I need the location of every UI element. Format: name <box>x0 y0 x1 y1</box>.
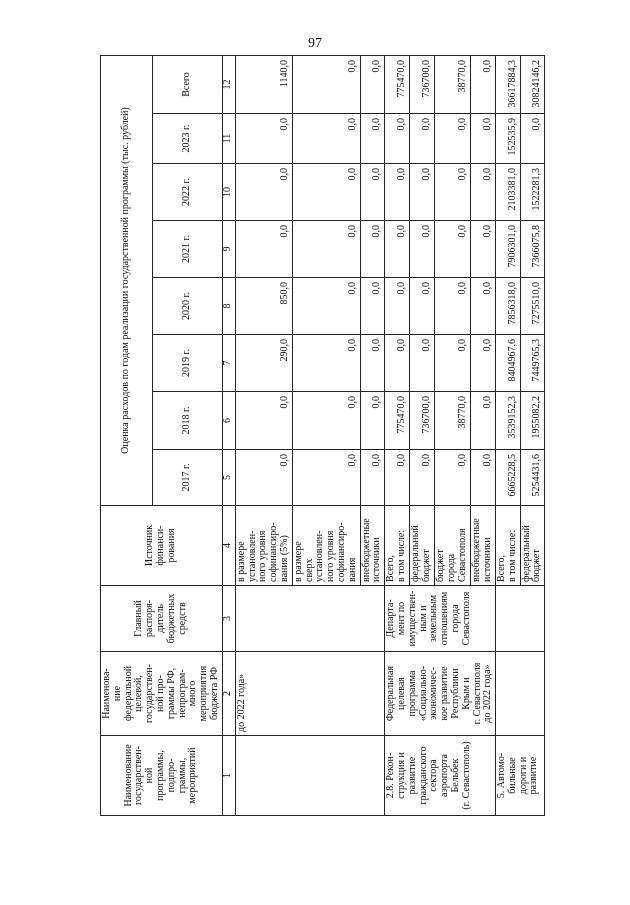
column-index: 12 <box>222 56 235 114</box>
funding-source-cell: федеральный бюджет <box>520 506 545 586</box>
value-cell: 0,0 <box>235 164 292 221</box>
value-cell: 0,0 <box>360 278 385 335</box>
table-row <box>385 56 410 816</box>
column-index: 5 <box>222 450 235 506</box>
column-index: 2 <box>222 652 235 736</box>
value-cell: 1955082,2 <box>520 392 545 450</box>
value-cell: 7366075,8 <box>520 221 545 278</box>
column-index: 11 <box>222 114 235 164</box>
column-index: 4 <box>222 506 235 586</box>
value-cell: 8404967,6 <box>496 335 521 392</box>
value-cell: 5254431,6 <box>520 450 545 506</box>
budget-manager-cell: Департа- мент по имуществен- ным и земельным отношениям города Севастополя <box>385 586 496 652</box>
value-cell: 850,0 <box>235 278 292 335</box>
value-cell: 0,0 <box>520 114 545 164</box>
value-cell: 0,0 <box>410 450 435 506</box>
value-cell: 0,0 <box>235 392 292 450</box>
table-row <box>496 56 521 816</box>
value-cell: 0,0 <box>292 335 360 392</box>
value-cell: 0,0 <box>410 114 435 164</box>
funding-source-cell: внебюджетные источники <box>360 506 385 586</box>
value-cell: 0,0 <box>410 278 435 335</box>
value-cell: 0,0 <box>435 164 471 221</box>
column-index: 7 <box>222 335 235 392</box>
program-cell: 2.8. Рекон- струкция и развитие гражданского сектора аэропорта Бельбек (г. Севастополь) <box>385 736 496 816</box>
value-cell: 0,0 <box>360 392 385 450</box>
value-cell: 0,0 <box>292 164 360 221</box>
federal-program-cell: Федеральная целевая программа «Социально- экономичес- кое развитие Республики Крым и г. Севастополя до 2022 года» <box>385 652 496 736</box>
column-index: 6 <box>222 392 235 450</box>
total-cell: 36617884,3 <box>496 56 521 114</box>
value-cell: 7906301,0 <box>496 221 521 278</box>
value-cell: 736700,0 <box>410 392 435 450</box>
value-cell: 0,0 <box>385 221 410 278</box>
total-cell: 0,0 <box>292 56 360 114</box>
rotated-table-container <box>100 56 630 816</box>
value-cell: 7449765,3 <box>520 335 545 392</box>
value-cell: 152535,9 <box>496 114 521 164</box>
total-cell: 38770,0 <box>435 56 471 114</box>
value-cell: 290,0 <box>235 335 292 392</box>
value-cell: 0,0 <box>471 450 496 506</box>
value-cell: 0,0 <box>235 114 292 164</box>
value-cell: 3539152,3 <box>496 392 521 450</box>
header-funding-source: Источник финанси- рования <box>101 506 223 586</box>
value-cell: 0,0 <box>471 164 496 221</box>
funding-source-cell: в размере установлен- ного уровня софинансиро- вания (5%) <box>235 506 292 586</box>
value-cell: 0,0 <box>235 450 292 506</box>
value-cell: 1522281,3 <box>520 164 545 221</box>
value-cell: 0,0 <box>471 278 496 335</box>
federal-program-cell: до 2022 года» <box>235 652 384 736</box>
value-cell: 0,0 <box>360 114 385 164</box>
value-cell: 0,0 <box>292 221 360 278</box>
value-cell: 0,0 <box>435 221 471 278</box>
value-cell: 38770,0 <box>435 392 471 450</box>
funding-source-cell: внебюджетные источники <box>471 506 496 586</box>
header-budget-manager: Главный распоря- дитель бюджетных средств <box>101 586 223 652</box>
federal-program-cell <box>496 652 545 736</box>
total-cell: 30824146,2 <box>520 56 545 114</box>
header-program: Наименование государствен- ной программы, подпро- граммы, мероприятий <box>101 736 223 816</box>
value-cell: 0,0 <box>435 335 471 392</box>
program-cell: 5. Автомо- бильные дороги и развитие <box>496 736 545 816</box>
header-year: 2019 г. <box>152 335 222 392</box>
total-cell: 0,0 <box>360 56 385 114</box>
value-cell: 2103381,0 <box>496 164 521 221</box>
expenditure-table <box>100 55 545 816</box>
header-year: 2022 г. <box>152 164 222 221</box>
header-row-group <box>101 56 153 816</box>
value-cell: 0,0 <box>385 114 410 164</box>
funding-source-cell: Всего, в том числе: <box>496 506 521 586</box>
funding-source-cell: в размере сверх установлен- ного уровня софинансиро- вания <box>292 506 360 586</box>
table-row <box>235 56 292 816</box>
value-cell: 0,0 <box>360 221 385 278</box>
value-cell: 7275510,0 <box>520 278 545 335</box>
value-cell: 0,0 <box>385 450 410 506</box>
value-cell: 0,0 <box>360 450 385 506</box>
funding-source-cell: Всего, в том числе: <box>385 506 410 586</box>
program-cell <box>235 736 384 816</box>
value-cell: 0,0 <box>292 392 360 450</box>
budget-manager-cell <box>235 586 384 652</box>
funding-source-cell: федеральный бюджет <box>410 506 435 586</box>
total-cell: 0,0 <box>471 56 496 114</box>
value-cell: 0,0 <box>471 114 496 164</box>
header-year: 2018 г. <box>152 392 222 450</box>
value-cell: 0,0 <box>360 164 385 221</box>
total-cell: 1140,0 <box>235 56 292 114</box>
header-total: Всего <box>152 56 222 114</box>
column-index: 1 <box>222 736 235 816</box>
header-year: 2021 г. <box>152 221 222 278</box>
column-index: 8 <box>222 278 235 335</box>
value-cell: 0,0 <box>292 278 360 335</box>
value-cell: 7856318,0 <box>496 278 521 335</box>
value-cell: 775470,0 <box>385 392 410 450</box>
value-cell: 0,0 <box>385 164 410 221</box>
value-cell: 0,0 <box>385 278 410 335</box>
header-expense-estimate: Оценка расходов по годам реализации государственной программы (тыс. рублей) <box>101 56 153 506</box>
header-year: 2023 г. <box>152 114 222 164</box>
header-year: 2020 г. <box>152 278 222 335</box>
value-cell: 0,0 <box>471 392 496 450</box>
header-year: 2017 г. <box>152 450 222 506</box>
value-cell: 0,0 <box>292 114 360 164</box>
value-cell: 0,0 <box>435 114 471 164</box>
column-index: 3 <box>222 586 235 652</box>
page-number: 97 <box>308 36 322 51</box>
budget-manager-cell <box>496 586 545 652</box>
value-cell: 0,0 <box>360 335 385 392</box>
value-cell: 6665228,5 <box>496 450 521 506</box>
value-cell: 0,0 <box>471 335 496 392</box>
value-cell: 0,0 <box>410 221 435 278</box>
value-cell: 0,0 <box>471 221 496 278</box>
total-cell: 775470,0 <box>385 56 410 114</box>
value-cell: 0,0 <box>435 278 471 335</box>
value-cell: 0,0 <box>385 335 410 392</box>
value-cell: 0,0 <box>235 221 292 278</box>
value-cell: 0,0 <box>292 450 360 506</box>
value-cell: 0,0 <box>410 335 435 392</box>
column-index: 10 <box>222 164 235 221</box>
value-cell: 0,0 <box>435 450 471 506</box>
total-cell: 736700,0 <box>410 56 435 114</box>
column-index: 9 <box>222 221 235 278</box>
header-federal-program: Наименова- ние федеральной целевой, государствен- ной про- граммы РФ, непрограм- много мероприятия бюджета РФ <box>101 652 223 736</box>
column-index-row <box>222 56 235 816</box>
funding-source-cell: бюджет города Севастополя <box>435 506 471 586</box>
value-cell: 0,0 <box>410 164 435 221</box>
